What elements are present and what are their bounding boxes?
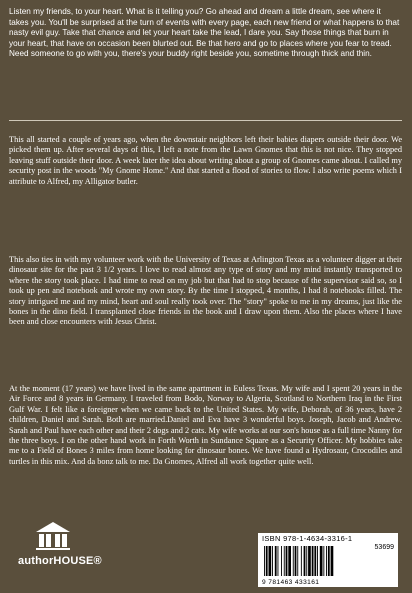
publisher-logo [18,521,128,583]
publisher-name: authorHOUSE® [18,555,102,567]
isbn-barcode [258,533,398,587]
divider [9,120,402,121]
volunteer-paragraph: This also ties in with my volunteer work with the University of Texas at Arlington Texas as a volunteer digger at their dinosaur site for the past 3 1/2 years. I love to read almost any type of story and my mind instantly transported to where the story took place. I had time to read on my job but that had to stop because of the supervisor said so, so I took up pen and notebook and wrote my own story. By the time I stopped, 4 months, I had 8 notebooks filled. The story intrigued me and my mind, heart and soul really took over. The "story" spoke to me in my dreams, just like the bones in the dino field. I transplanted close friends in the book and I draw upon them. Also the places where I have been and close encounters with Jesus Christ. [9,255,402,327]
barcode-bars [262,542,362,578]
authorhouse-logo-icon [34,521,72,551]
price-code: 53699 [374,544,394,551]
isbn-text: ISBN 978-1-4634-3316-1 [262,534,353,543]
origin-paragraph: This all started a couple of years ago, when the downstair neighbors left their babies diapers outside their door. We picked them up. After several days of this, I left a note from the Lawn Gnomes that this is not nice. They stopped leaving stuff outside their door. A week later the idea about writing about a group of Gnomes came about. I called my security post in the woods "My Gnome Home." And that started a flood of stories to flow. I also write poems which I attribute to Alfred, my Alligator butler. [9,135,402,186]
barcode-digits: 9 781463 433161 [262,579,320,586]
intro-paragraph: Listen my friends, to your heart. What is it telling you? Go ahead and dream a little dream, see where it takes you. You'll be surprised at the turn of events with every page, each new friend or what happens to that nasty evil guy. Take that chance and let your heart take the lead, I dare you. Say those things that burn in your heart, that have on occasion been blurted out. Be that hero and go to places where you fear to tread. Need someone to go with you, there's your buddy right beside you, sometime through thick and thin. [9,7,400,58]
author-bio-paragraph: At the moment (17 years) we have lived in the same apartment in Euless Texas. My wife and I spent 20 years in the Air Force and 8 years in Germany. I traveled from Bodo, Norway to Algeria, Scotland to Northern Iraq in the First Gulf War. I felt like a foreigner when we came back to the United States. My wife, Deborah, of 36 years, have 2 children, Daniel and Sarah. Both are married.Daniel and Eva have 3 wonderful boys. Joseph, Jacob and Andrew. Sarah and Paul have each other and their 2 dogs and 2 cats. My wife works at our son's house as a full time Nanny for the three boys. I on the other hand work in Forth Worth in Sundance Square as a Security Officer. My hobbies take me to a Field of Bones 3 miles from home looking for dinosaur bones. We have found a Hydrosaur, Crocodiles and turtles in this mix. And da bonz talk to me. Da Gnomes, Alfred all work together quite well. [9,384,402,466]
